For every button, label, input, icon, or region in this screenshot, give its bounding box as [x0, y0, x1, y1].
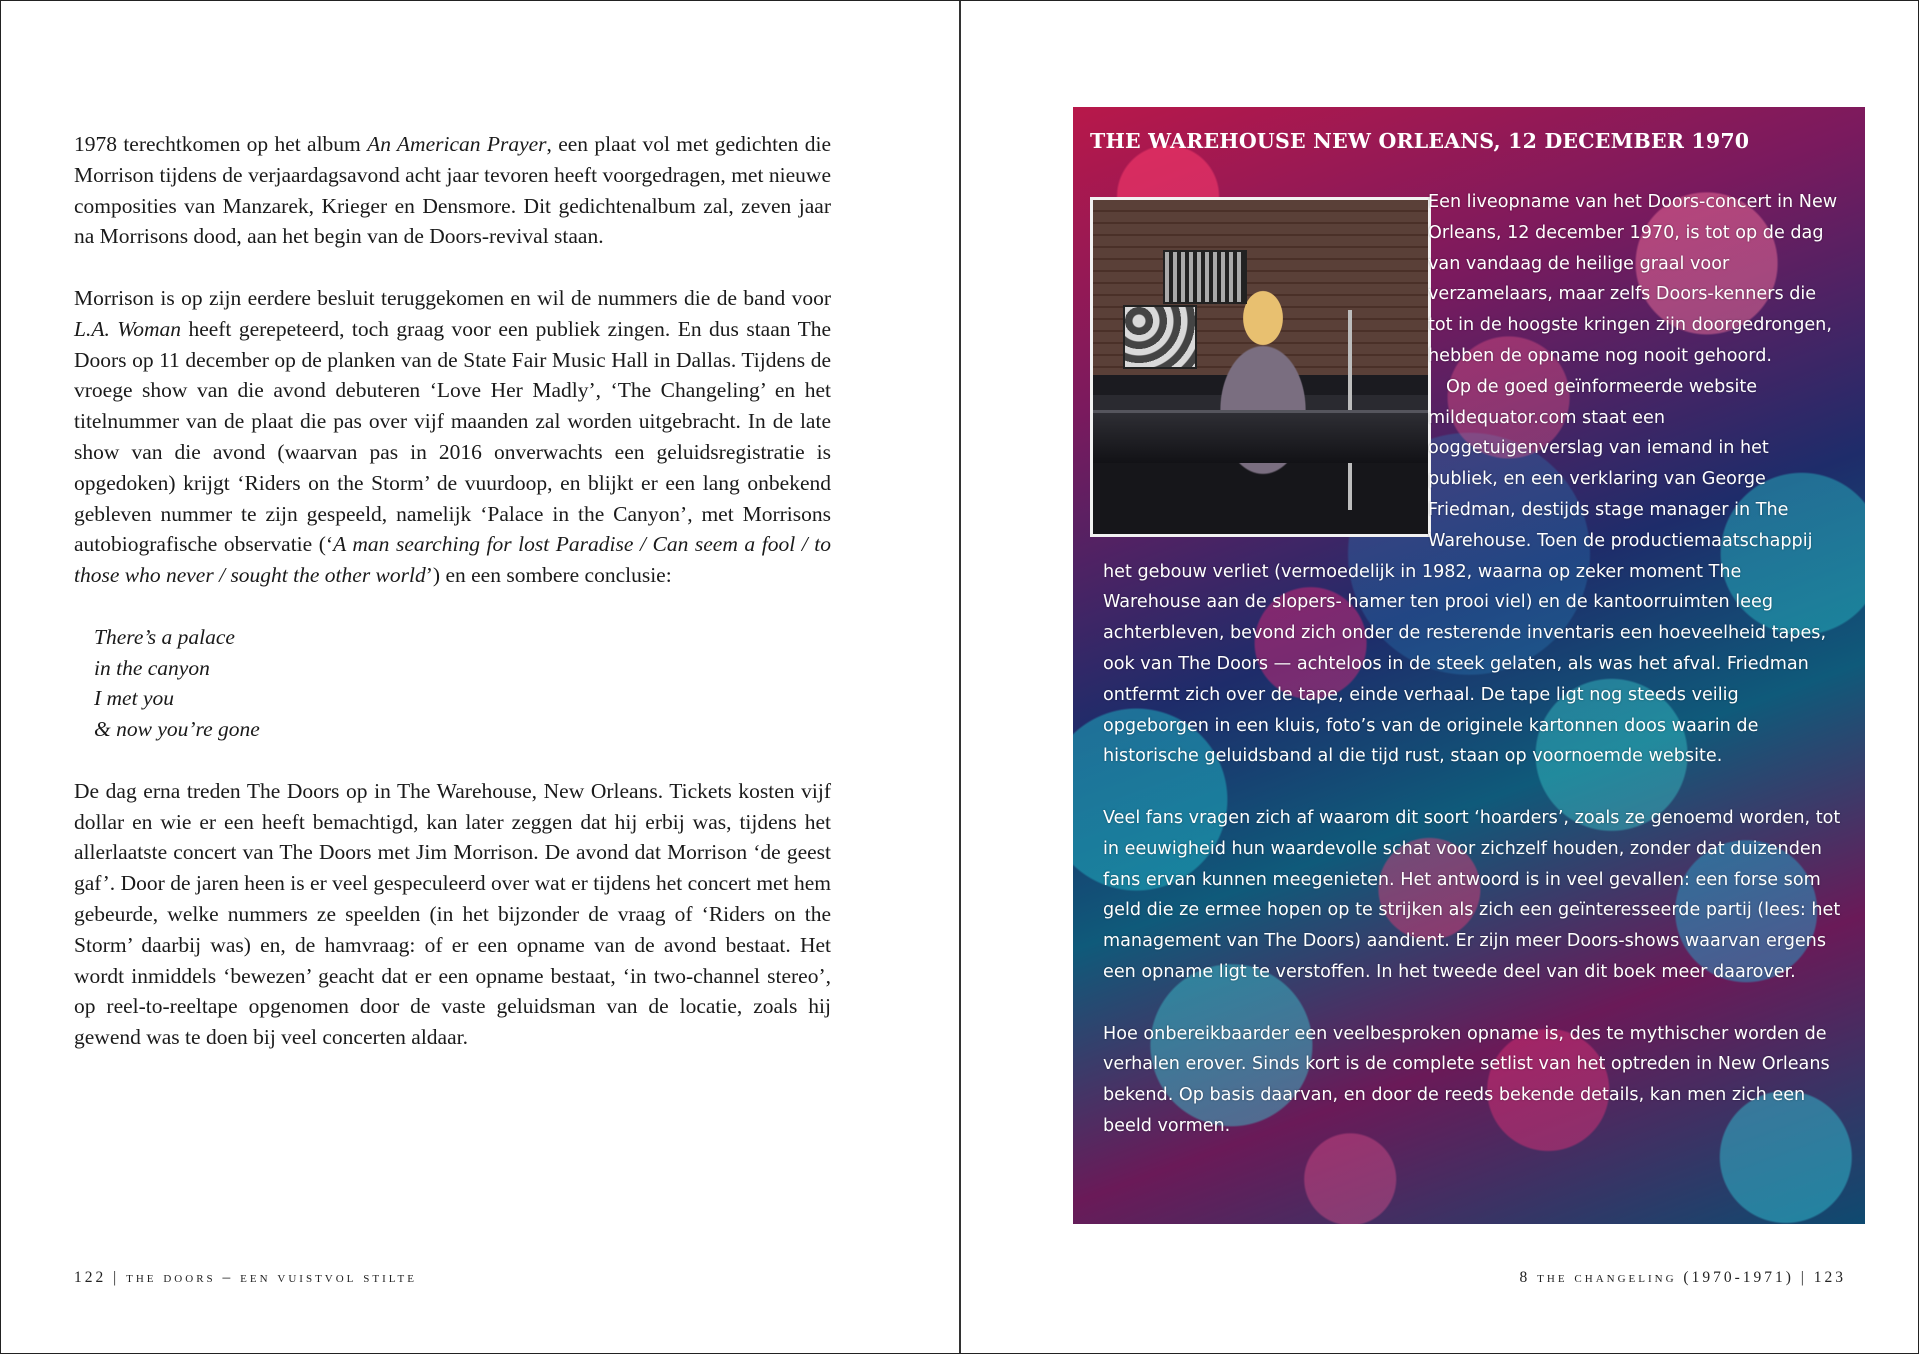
box-paragraph-4: Hoe onbereikbaarder een veelbesproken opname is, des te mythischer worden de verhalen erover. Sinds kort is de complete setlist van het optreden in New Orleans bekend. Op basis daarvan, en door de reeds bekende details, kan men zich een beeld vormen.: [1103, 1023, 1830, 1136]
paragraph-3: De dag erna treden The Doors op in The Warehouse, New Orleans. Tickets kosten vijf dollar en wie er een heeft bemachtigd, kan later zeggen dat hij erbij was, tijdens het allerlaatste concert van The Doors met Jim Morrison. De avond dat Morrison ‘de geest gaf’. Door de jaren heen is er veel gespeculeerd over wat er tijdens het concert met hem gebeurde, welke nummers ze speelden (in het bijzonder de vraag of ‘Riders on the Storm’ daarbij was) en, de hamvraag: of er een opname van de avond bestaat. Het wordt inmiddels ‘bewezen’ geacht dat er een opname bestaat, ‘in two-channel stereo’, op reel-to-reeltape opgenomen door de vaste geluidsman van de locatie, zoals hij gewend was te doen bij veel concerten aldaar.: [74, 778, 831, 1050]
left-body-text: [74, 129, 831, 1053]
poem-quote: [94, 622, 831, 745]
poem-line: I met you: [94, 686, 174, 711]
folio-right: 8 the changeling (1970-1971) | 123: [1519, 1269, 1846, 1286]
box-paragraph-2: Op de goed geïnformeerde website mildequator.com staat een ooggetuigenverslag van iemand in het publiek, en een verklaring van George Friedman, destijds stage manager in The Warehouse. Toen de productiemaatschappij het gebouw verliet (vermoedelijk in 1982, waarna op zeker moment The Warehouse aan de slopers- hamer ten prooi viel) en de kantoorruimten leeg achterbleven, bevond zich onder de resterende inventaris een hoeveelheid tapes, ook van The Doors — achteloos in de steek gelaten, als was het afval. Friedman ontfermt zich over de tape, einde verhaal. De tape ligt nog steeds veilig opgeborgen in een kluis, foto’s van de originele kartonnen doos waarin de historische geluidsband al die tijd rust, staan op voornoemde website.: [1103, 376, 1827, 767]
box-text: [1103, 187, 1843, 1142]
box-paragraph-1: Een liveopname van het Doors-concert in New Orleans, 12 december 1970, is tot op de dag van vandaag de heilige graal voor verzamelaars, maar zelfs Doors-kenners die tot in de hoogste kringen zijn doorgedrongen, hebben de opname nog nooit gehoord.: [1428, 192, 1838, 366]
paragraph-2: Morrison is op zijn eerdere besluit teruggekomen en wil de nummers die de band voor L.A. Woman heeft gerepeteerd, toch graag voor een publiek zingen. En dus staan The Doors op 11 december op de planken van de State Fair Music Hall in Dallas. Tijdens de vroege show van die avond debuteren ‘Love Her Madly’, ‘The Changeling’ en het titelnummer van de plaat die pas over vijf maanden zal worden uitgebracht. In de late show van die avond (waarvan pas in 2016 onverwachts een geluidsregistratie is opgedoken) krijgt ‘Riders on the Storm’ de vuurdoop, en blijkt er een lang onbekend gebleven nummer te zijn gespeeld, namelijk ‘Palace in the Canyon’, met Morrisons autobiografische observatie (‘A man searching for lost Paradise / Can seem a fool / to those who never / sought the other world’) en een sombere conclusie:: [74, 285, 831, 588]
right-page: [961, 1, 1918, 1353]
folio-left: 122 | the doors – een vuistvol stilte: [74, 1269, 417, 1286]
poem-line: There’s a palace: [94, 624, 235, 649]
poem-line: in the canyon: [94, 655, 210, 680]
box-paragraph-3: Veel fans vragen zich af waarom dit soort ‘hoarders’, zoals ze genoemd worden, tot in eeuwigheid hun waardevolle schat voor zichzelf houden, zonder dat duizenden fans ervan kunnen meegenieten. Het antwoord is in veel gevallen: een forse som geld die ze ermee hopen op te strijken als zich een geïnteresseerde partij (lees: het management van The Doors) aandient. Er zijn meer Doors-shows waarvan ergens een opname ligt te verstoffen. In het tweede deel van dit boek meer daarover.: [1103, 807, 1841, 982]
paragraph-1: 1978 terechtkomen op het album An American Prayer, een plaat vol met gedichten die Morrison tijdens de verjaardagsavond acht jaar tevoren heeft voorgedragen, met nieuwe composities van Manzarek, Krieger en Densmore. Dit gedichtenalbum zal, zeven jaar na Morrisons dood, aan het begin van de Doors-revival staan.: [74, 132, 831, 249]
poem-line: & now you’re gone: [94, 717, 260, 742]
box-title: THE WAREHOUSE NEW ORLEANS, 12 DECEMBER 1970: [1090, 129, 1750, 153]
sidebar-box: [1073, 107, 1865, 1224]
photo-float-spacer: [1073, 187, 1418, 541]
left-page: [1, 1, 959, 1353]
